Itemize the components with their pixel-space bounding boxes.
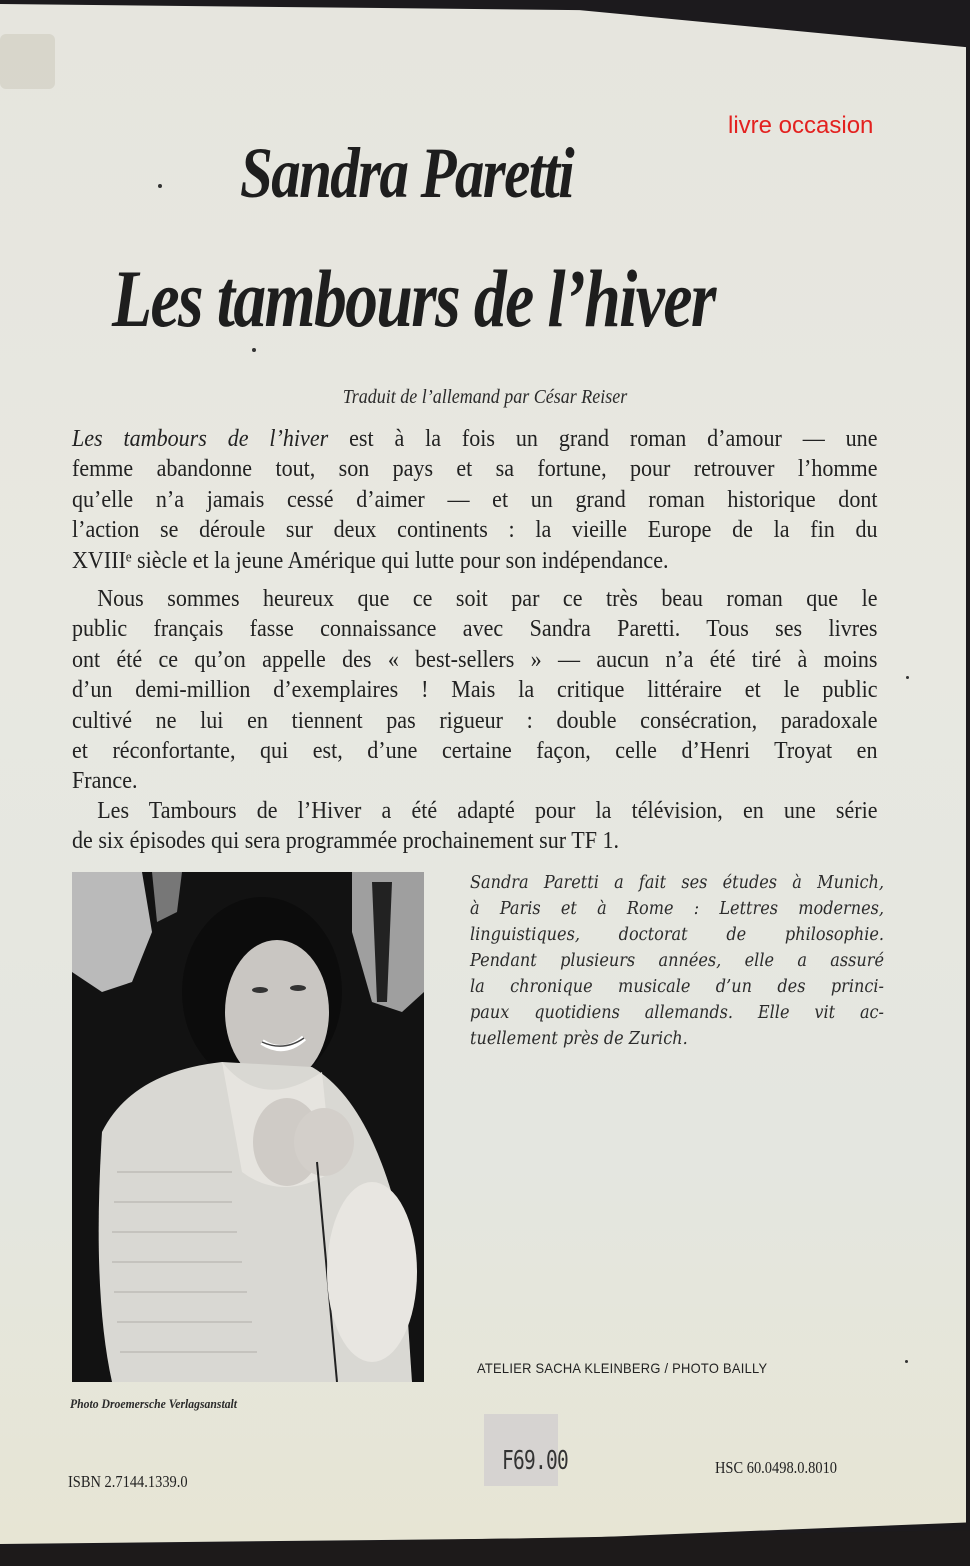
blurb-paragraph-2 [72,584,878,797]
blurb-paragraph-1 [72,424,878,576]
blurb-line: d’un demi-million d’exemplaires ! Mais la critique littéraire et le public [72,676,878,704]
speck [906,676,909,679]
author-bio [470,870,884,1052]
bio-line: Pendant plusieurs années, elle a assuré [470,951,884,971]
speck [905,1360,908,1363]
author-name: Sandra Paretti [240,133,573,213]
watermark-label: livre occasion [728,112,874,139]
blurb-line: Les Tambours de l’Hiver a été adapté pour la télévision, en une série [97,797,878,824]
bio-line: paux quotidiens allemands. Elle vit ac- [470,1003,884,1023]
isbn-number: ISBN 2.7144.1339.0 [68,1472,188,1491]
blurb-line: l’action se déroule sur deux continents : la vieille Europe de la fin du [72,516,878,544]
blurb-line: France. [72,767,138,795]
hsc-code: HSC 60.0498.0.8010 [715,1458,838,1477]
blurb-line: de six épisodes qui sera programmée prochainement sur TF 1. [72,827,620,855]
blurb-line: et réconfortante, qui est, d’une certaine façon, celle d’Henri Troyat en [72,737,878,765]
blurb-line [72,424,878,454]
blurb-line: XVIIIᵉ siècle et la jeune Amérique qui lutte pour son indépendance. [72,546,669,574]
bio-line: la chronique musicale d’un des princi- [470,977,884,997]
photo-credit: Photo Droemersche Verlagsanstalt [70,1396,238,1411]
bio-line: tuellement près de Zurich. [470,1029,688,1049]
blurb-line: femme abandonne tout, son pays et sa fortune, pour retrouver l’homme [72,455,878,483]
blurb-line: cultivé ne lui en tiennent pas rigueur : double consécration, paradoxale [72,706,878,734]
book-title: Les tambours de l’hiver [112,253,715,344]
blurb-line: Nous sommes heureux que ce soit par ce très beau roman que le [97,585,878,612]
translator-credit: Traduit de l’allemand par César Reiser [342,386,628,408]
speck [158,184,162,188]
blurb-line: ont été ce qu’on appelle des « best-sellers » — aucun n’a été tiré à moins [72,645,878,673]
portrait-illustration [72,872,424,1382]
blurb-line-text: est à la fois un grand roman d’amour — une [328,425,878,452]
design-credit: ATELIER SACHA KLEINBERG / PHOTO BAILLY [477,1360,768,1376]
blurb-line: public français fasse connaissance avec Sandra Paretti. Tous ses livres [72,615,878,643]
bio-line: à Paris et à Rome : Lettres modernes, [470,899,884,919]
bio-line: Sandra Paretti a fait ses études à Munich, [470,873,884,893]
blurb-paragraph-3 [72,796,878,857]
price-value: F69.00 [502,1446,568,1476]
author-photo [72,872,424,1382]
blurb-title-italic: Les tambours de l’hiver [72,425,329,452]
speck [252,348,256,352]
cover-stain [0,34,55,89]
blurb-line: qu’elle n’a jamais cessé d’aimer — et un grand roman historique dont [72,485,878,513]
bio-line: linguistiques, doctorat de philosophie. [470,925,884,945]
